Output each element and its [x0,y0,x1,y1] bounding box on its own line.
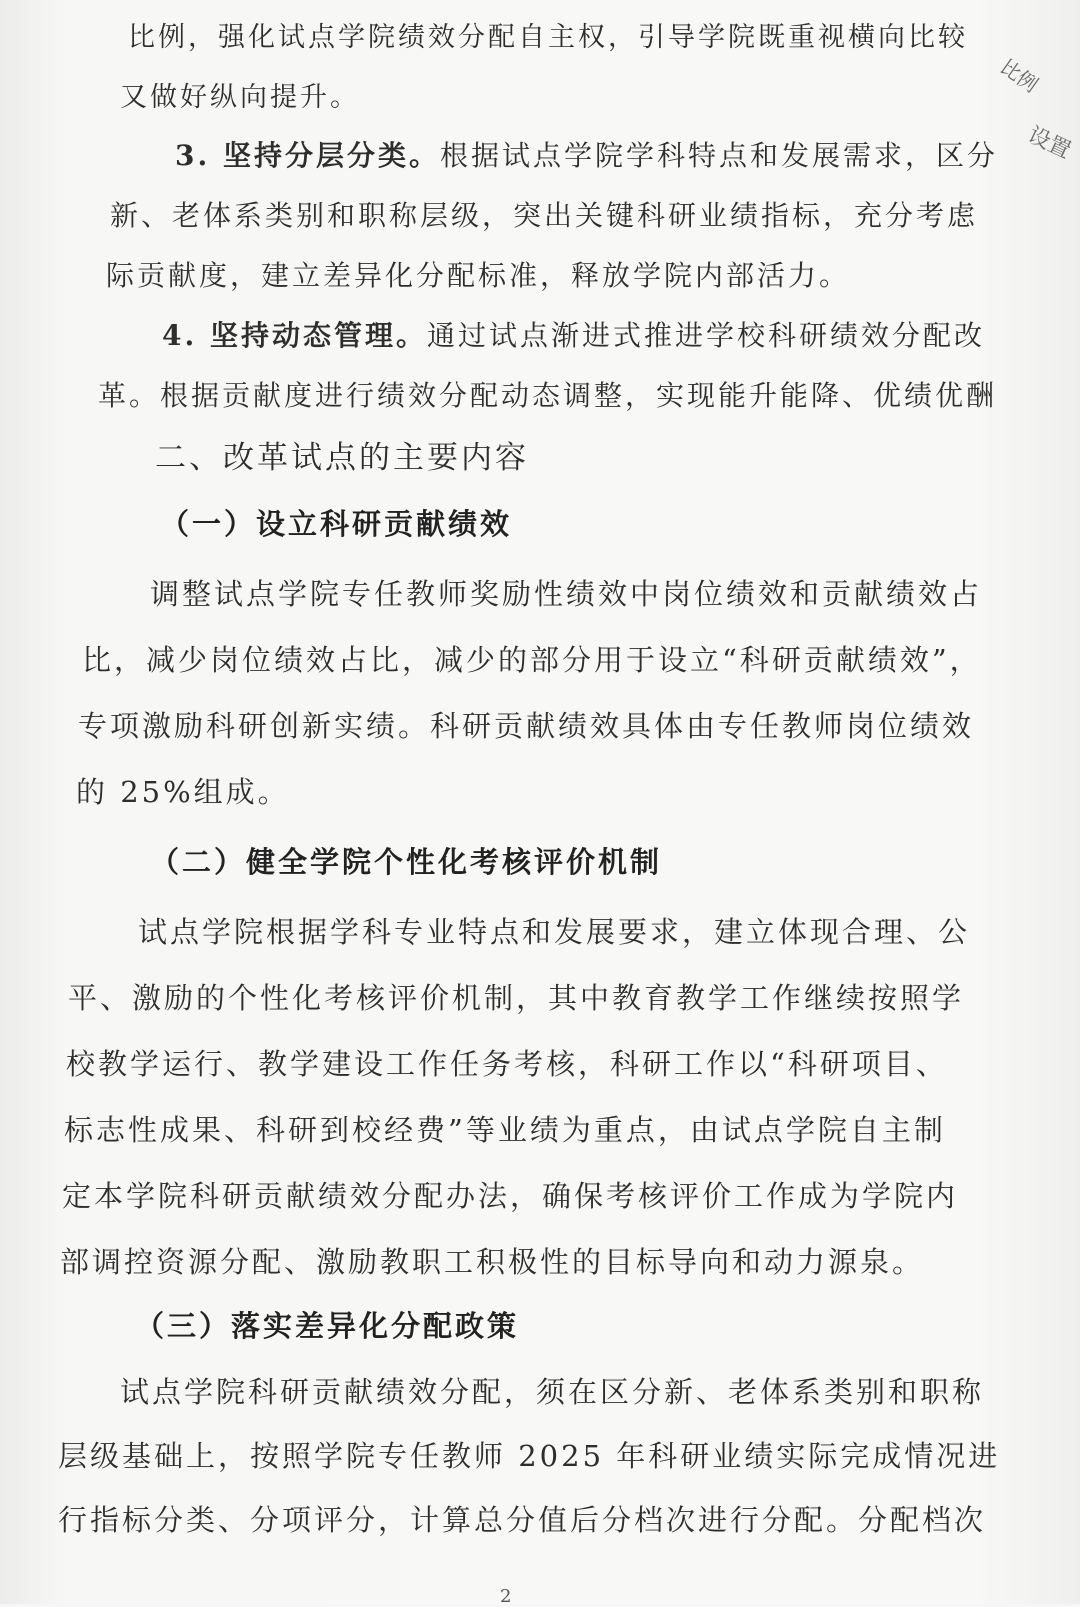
subsection-heading: （一）设立科研贡献绩效 [160,507,513,541]
text-line: 比，减少岗位绩效占比，减少的部分用于设立“科研贡献绩效”， [82,643,982,677]
text-line: 革。根据贡献度进行绩效分配动态调整，实现能升能降、优绩优酬 [98,379,998,412]
text-line: 行指标分类、分项评分，计算总分值后分档次进行分配。分配档次 [58,1503,987,1537]
text-line: 专项激励科研创新实绩。科研贡献绩效具体由专任教师岗位绩效 [78,709,975,743]
text-line: 定本学院科研贡献绩效分配办法，确保考核评价工作成为学院内 [62,1179,959,1213]
paragraph-4 [162,316,985,356]
section-heading: 二、改革试点的主要内容 [155,440,529,476]
text-line: 部调控资源分配、激励教职工积极性的目标导向和动力源泉。 [60,1245,925,1279]
page-number: 2 [500,1586,512,1607]
text-line: 际贡献度，建立差异化分配标准，释放学院内部活力。 [106,259,851,292]
subsection-heading: （二）健全学院个性化考核评价机制 [150,845,663,879]
text-line: 调整试点学院专任教师奖励性绩效中岗位绩效和贡献绩效占 [150,577,983,611]
edge-fragment: 比例 [995,54,1043,98]
text-line: 标志性成果、科研到校经费”等业绩为重点，由试点学院自主制 [64,1113,946,1147]
text-span: 根据试点学院学科特点和发展需求，区分 [439,139,998,172]
paragraph-3 [175,136,998,176]
text-line: 试点学院根据学科专业特点和发展要求，建立体现合理、公 [138,915,971,949]
text-line: 又做好纵向提升。 [120,82,360,113]
text-line: 试点学院科研贡献绩效分配，须在区分新、老体系类别和职称 [120,1375,985,1409]
text-line: 平、激励的个性化考核评价机制，其中教育教学工作继续按照学 [68,981,965,1015]
edge-fragment: 设置 [1023,122,1075,164]
subsection-heading: （三）落实差异化分配政策 [135,1309,520,1343]
text-line: 比例，强化试点学院绩效分配自主权，引导学院既重视横向比较 [128,22,968,53]
text-line: 的 25%组成。 [76,775,290,809]
text-line: 校教学运行、教学建设工作任务考核，科研工作以“科研项目、 [66,1047,948,1081]
text-span: 通过试点渐进式推进学校科研绩效分配改 [426,319,985,352]
text-line: 新、老体系类别和职称层级，突出关键科研业绩指标，充分考虑 [110,199,979,232]
text-line: 层级基础上，按照学院专任教师 2025 年科研业绩实际完成情况进 [58,1439,1001,1473]
paragraph-lead: 4. 坚持动态管理。 [162,319,427,352]
paragraph-lead: 3. 坚持分层分类。 [175,139,440,172]
